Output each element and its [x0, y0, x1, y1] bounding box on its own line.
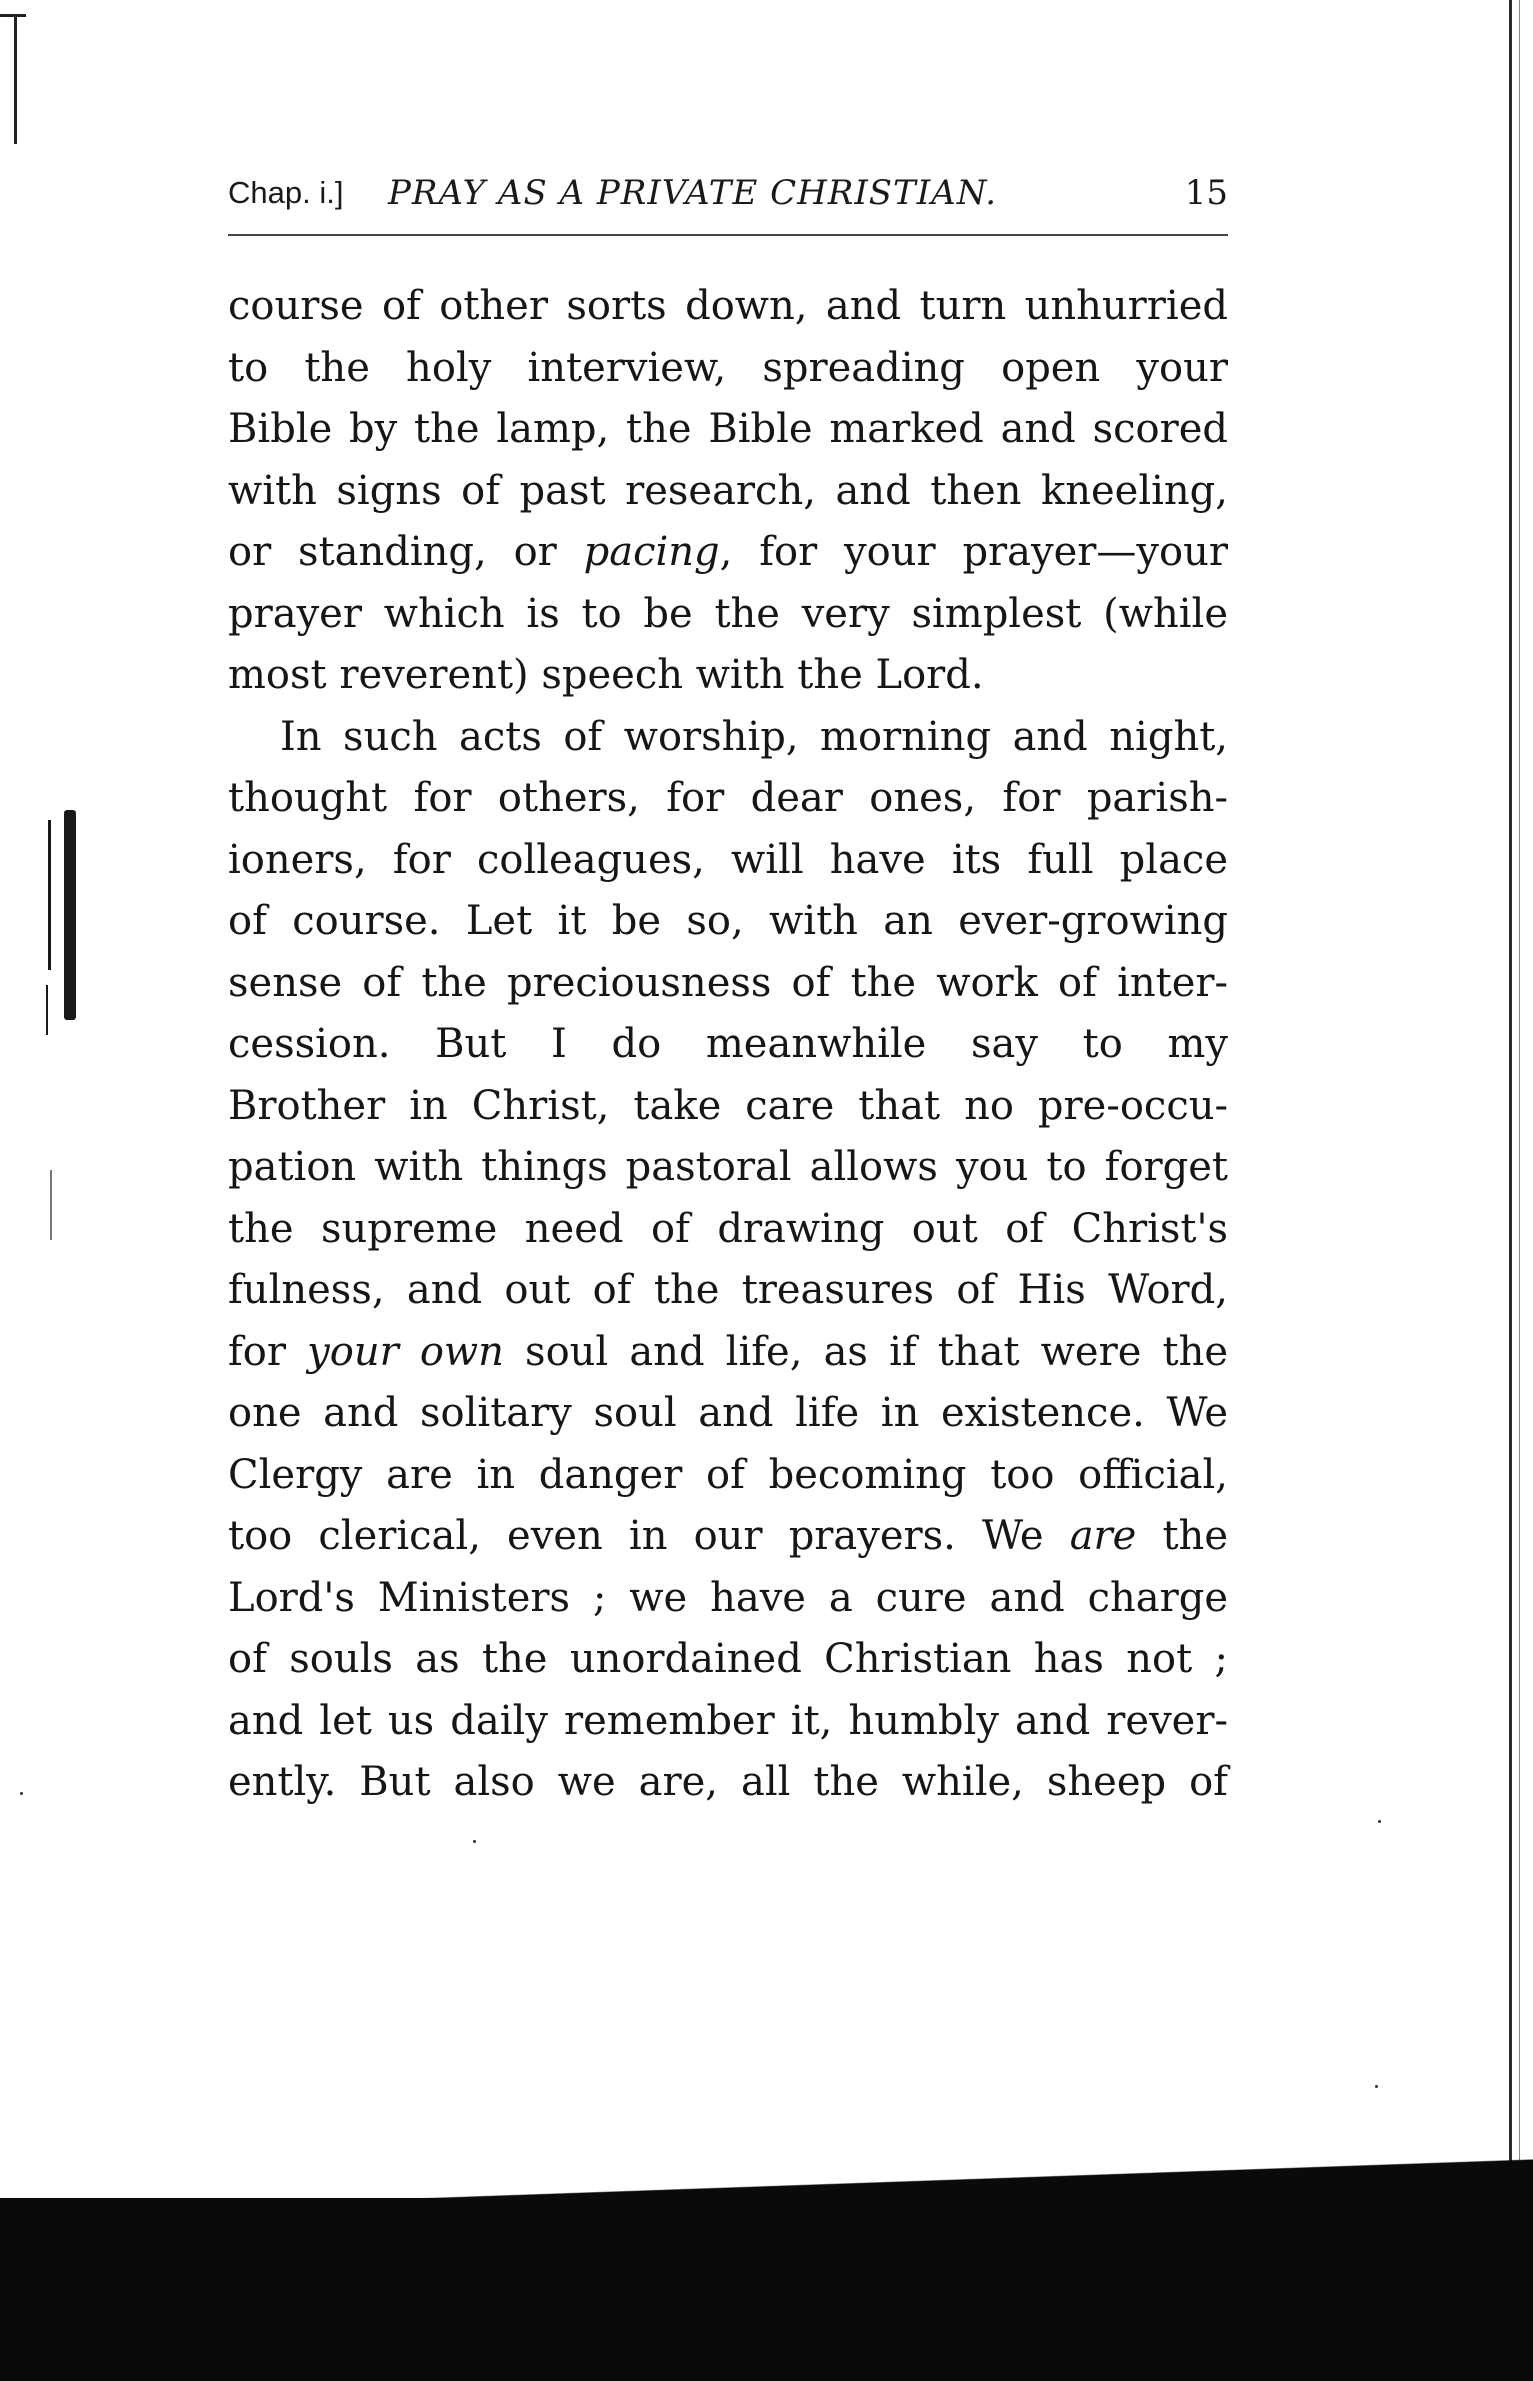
text-line: pation with things pastoral allows you to forget [228, 1144, 1228, 1190]
scan-speck [20, 1792, 23, 1795]
text-line: Bible by the lamp, the Bible marked and scored [228, 406, 1228, 452]
text-line: fulness, and out of the treasures of His Word, [228, 1267, 1228, 1313]
text-line: or standing, or pacing, for your prayer—your [228, 529, 1228, 575]
body-text [228, 276, 1228, 1814]
scan-bottom-band [0, 2198, 1533, 2381]
running-title: PRAY AS A PRIVATE CHRISTIAN. [388, 173, 998, 213]
text-line: ently. But also we are, all the while, sheep of [228, 1759, 1228, 1805]
page-right-edge [1509, 0, 1512, 2200]
chapter-label: Chap. i.] [228, 175, 344, 210]
text-line: with signs of past research, and then kneeling, [228, 467, 1228, 514]
scan-speck [1375, 2085, 1378, 2088]
scan-corner-mark-vertical [14, 14, 17, 144]
text-line: prayer which is to be the very simplest (while [228, 590, 1228, 637]
italic-emphasis: are [1069, 1513, 1137, 1559]
text-line: and let us daily remember it, humbly and rever- [228, 1697, 1228, 1744]
binding-shadow [64, 810, 76, 1020]
binding-shadow-faint [50, 1170, 52, 1240]
page-right-edge-shadow [1519, 0, 1520, 2200]
text-line: the supreme need of drawing out of Christ's [228, 1205, 1228, 1252]
header-rule [228, 234, 1228, 236]
scan-speck [1378, 1820, 1381, 1823]
text-line: Brother in Christ, take care that no pre-occu- [228, 1082, 1228, 1129]
text-line: course of other sorts down, and turn unhurried [228, 283, 1228, 329]
text-line: one and solitary soul and life in existence. We [228, 1390, 1228, 1436]
text-line: of souls as the unordained Christian has not ; [228, 1636, 1228, 1682]
text-line: to the holy interview, spreading open your [228, 344, 1228, 391]
text-line: cession. But I do meanwhile say to my [228, 1021, 1228, 1067]
text-line: for your own soul and life, as if that were the [228, 1328, 1229, 1375]
text-line: ioners, for colleagues, will have its full place [228, 836, 1228, 883]
scan-corner-mark [0, 14, 26, 17]
italic-emphasis: pacing [583, 529, 720, 575]
running-head [228, 168, 1228, 218]
italic-emphasis: your own [307, 1328, 504, 1375]
scan-speck [473, 1840, 476, 1843]
text-line: too clerical, even in our prayers. We are the [228, 1513, 1228, 1559]
text-line: most reverent) speech with the Lord. [228, 652, 984, 698]
text-line: Lord's Ministers ; we have a cure and charge [228, 1574, 1228, 1621]
text-line: Clergy are in danger of becoming too official, [228, 1451, 1228, 1498]
page-number: 15 [1184, 173, 1228, 213]
paragraph-first-line: In such acts of worship, morning and night, [280, 713, 1228, 760]
text-line: sense of the preciousness of the work of inter- [228, 959, 1228, 1006]
binding-shadow-thin [48, 820, 51, 970]
text-line: of course. Let it be so, with an ever-growing [228, 898, 1228, 944]
binding-shadow-fragment [46, 985, 48, 1035]
text-line: thought for others, for dear ones, for parish- [228, 775, 1228, 821]
